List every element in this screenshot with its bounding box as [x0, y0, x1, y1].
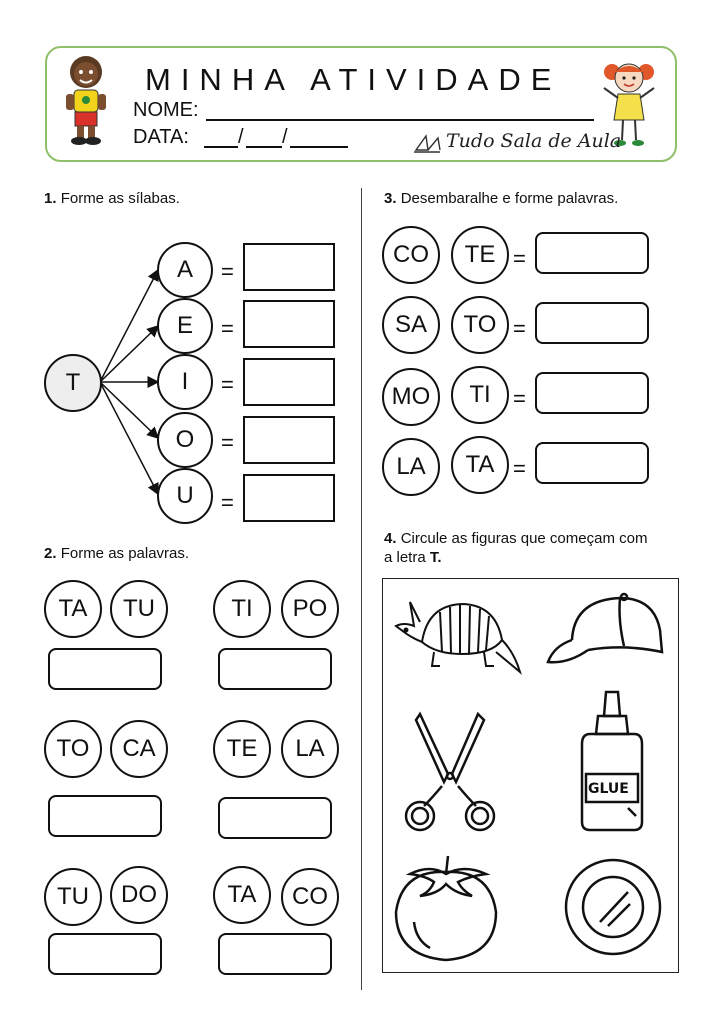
- q2-title: 2. Forme as palavras.: [44, 545, 190, 562]
- armadillo-icon[interactable]: [392, 592, 522, 678]
- syllable-answer-box[interactable]: [243, 416, 335, 464]
- column-divider: [361, 188, 362, 990]
- name-label: NOME:: [133, 99, 199, 121]
- vowel-circle: E: [157, 298, 213, 354]
- syllable-answer-box[interactable]: [243, 300, 335, 348]
- date-separator: /: [238, 126, 244, 148]
- syllable-circle: PO: [281, 580, 339, 638]
- glue-icon[interactable]: [576, 690, 648, 832]
- equals-sign: =: [221, 259, 234, 284]
- date-year-line[interactable]: [290, 146, 348, 148]
- tomato-icon[interactable]: [390, 852, 502, 964]
- syllable-circle: TI: [213, 580, 271, 638]
- syllable-circle: TU: [110, 580, 168, 638]
- glue-label: GLUE: [588, 781, 629, 797]
- equals-sign: =: [221, 430, 234, 455]
- word-answer-box[interactable]: [218, 933, 332, 975]
- syllable-circle: TO: [451, 296, 509, 354]
- equals-sign: =: [513, 316, 526, 341]
- syllable-circle: CO: [281, 868, 339, 926]
- cap-icon[interactable]: [544, 590, 670, 670]
- syllable-circle: LA: [281, 720, 339, 778]
- date-month-line[interactable]: [246, 146, 282, 148]
- word-answer-box[interactable]: [535, 442, 649, 484]
- syllable-circle: TA: [451, 436, 509, 494]
- word-answer-box[interactable]: [218, 648, 332, 690]
- syllable-circle: SA: [382, 296, 440, 354]
- syllable-circle: TA: [44, 580, 102, 638]
- equals-sign: =: [513, 246, 526, 271]
- scissors-icon[interactable]: [402, 710, 498, 836]
- date-day-line[interactable]: [204, 146, 238, 148]
- equals-sign: =: [513, 456, 526, 481]
- syllable-answer-box[interactable]: [243, 358, 335, 406]
- syllable-answer-box[interactable]: [243, 474, 335, 522]
- syllable-answer-box[interactable]: [243, 243, 335, 291]
- vowel-circle: O: [157, 412, 213, 468]
- vowel-circle: A: [157, 242, 213, 298]
- syllable-circle: TO: [44, 720, 102, 778]
- syllable-circle: CO: [382, 226, 440, 284]
- word-answer-box[interactable]: [535, 232, 649, 274]
- word-answer-box[interactable]: [535, 372, 649, 414]
- word-answer-box[interactable]: [48, 648, 162, 690]
- vowel-circle: U: [157, 468, 213, 524]
- syllable-circle: DO: [110, 866, 168, 924]
- boy-icon: [58, 52, 114, 148]
- root-letter-circle: T: [44, 354, 102, 412]
- syllable-circle: MO: [382, 368, 440, 426]
- brand-logo: Tudo Sala de Aula: [446, 130, 622, 152]
- equals-sign: =: [221, 372, 234, 397]
- word-answer-box[interactable]: [48, 933, 162, 975]
- vowel-circle: I: [157, 354, 213, 410]
- syllable-circle: TU: [44, 868, 102, 926]
- syllable-circle: CA: [110, 720, 168, 778]
- book-icon: [412, 130, 442, 156]
- word-answer-box[interactable]: [535, 302, 649, 344]
- equals-sign: =: [221, 316, 234, 341]
- syllable-circle: TA: [213, 866, 271, 924]
- syllable-circle: TE: [451, 226, 509, 284]
- syllable-circle: TI: [451, 366, 509, 424]
- syllable-circle: TE: [213, 720, 271, 778]
- plate-icon[interactable]: [562, 856, 664, 958]
- syllable-circle: LA: [382, 438, 440, 496]
- q1-title: 1. Forme as sílabas.: [44, 190, 180, 207]
- page-title: MINHA ATIVIDADE: [145, 62, 562, 97]
- date-label: DATA:: [133, 126, 189, 148]
- name-line[interactable]: [206, 119, 594, 121]
- equals-sign: =: [221, 490, 234, 515]
- date-separator: /: [282, 126, 288, 148]
- word-answer-box[interactable]: [48, 795, 162, 837]
- q3-title: 3. Desembaralhe e forme palavras.: [384, 190, 619, 207]
- q4-title: 4. Circule as figuras que começam com a letra T.: [384, 530, 648, 566]
- equals-sign: =: [513, 386, 526, 411]
- word-answer-box[interactable]: [218, 797, 332, 839]
